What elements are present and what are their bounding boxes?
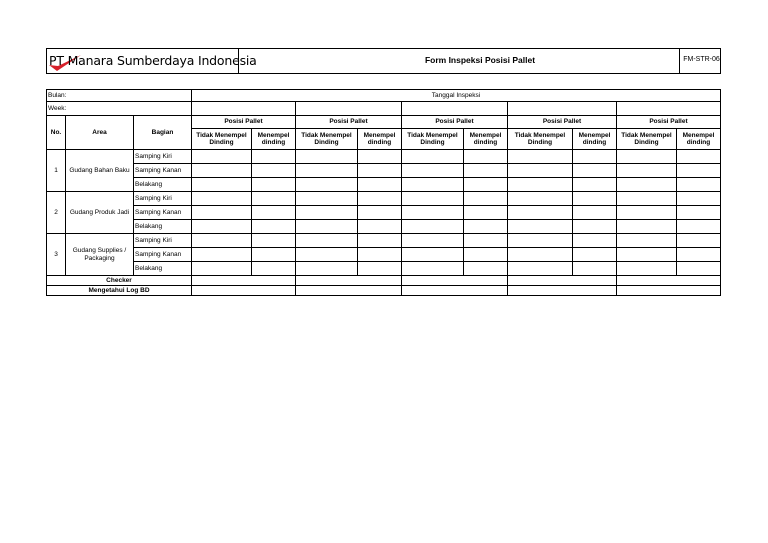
check-cell[interactable] (296, 206, 358, 220)
check-cell[interactable] (358, 192, 402, 206)
check-cell[interactable] (252, 206, 296, 220)
date-input-cell[interactable] (296, 102, 402, 116)
menempel-header: Menempel dinding (573, 129, 617, 150)
check-cell[interactable] (617, 164, 677, 178)
bagian-cell: Samping Kanan (134, 164, 192, 178)
mengetahui-label: Mengetahui Log BD (47, 286, 192, 296)
check-cell[interactable] (464, 206, 508, 220)
table-row (47, 150, 721, 164)
check-cell[interactable] (617, 234, 677, 248)
form-code: FM-STR-06 (683, 56, 720, 63)
check-cell[interactable] (617, 150, 677, 164)
check-cell[interactable] (464, 164, 508, 178)
check-cell[interactable] (508, 248, 573, 262)
posisi-pallet-header: Posisi Pallet (402, 116, 508, 129)
table-row (47, 164, 721, 178)
check-cell[interactable] (508, 262, 573, 276)
bulan-row (47, 90, 721, 102)
menempel-header: Menempel dinding (252, 129, 296, 150)
check-cell[interactable] (677, 164, 721, 178)
check-cell[interactable] (573, 262, 617, 276)
check-cell[interactable] (358, 178, 402, 192)
table-row (47, 262, 721, 276)
check-cell[interactable] (192, 262, 252, 276)
check-cell[interactable] (402, 248, 464, 262)
tidak-menempel-header: Tidak Menempel Dinding (192, 129, 252, 150)
check-cell[interactable] (192, 164, 252, 178)
mengetahui-signature-cell[interactable] (296, 286, 402, 296)
form-header (46, 48, 721, 74)
menempel-header: Menempel dinding (677, 129, 721, 150)
mengetahui-signature-cell[interactable] (508, 286, 617, 296)
check-cell[interactable] (296, 234, 358, 248)
check-cell[interactable] (296, 178, 358, 192)
check-cell[interactable] (252, 178, 296, 192)
check-cell[interactable] (677, 262, 721, 276)
check-cell[interactable] (508, 220, 573, 234)
check-cell[interactable] (573, 220, 617, 234)
bulan-label: Bulan: (47, 90, 192, 102)
check-cell[interactable] (402, 164, 464, 178)
bagian-cell: Samping Kiri (134, 150, 192, 164)
mengetahui-row (47, 286, 721, 296)
check-cell[interactable] (617, 248, 677, 262)
check-cell[interactable] (617, 178, 677, 192)
check-cell[interactable] (677, 150, 721, 164)
mengetahui-signature-cell[interactable] (617, 286, 721, 296)
check-cell[interactable] (464, 262, 508, 276)
posisi-pallet-header: Posisi Pallet (192, 116, 296, 129)
tidak-menempel-header: Tidak Menempel Dinding (402, 129, 464, 150)
area-name: Gudang Bahan Baku (66, 150, 134, 192)
check-cell[interactable] (464, 150, 508, 164)
bagian-cell: Samping Kanan (134, 248, 192, 262)
check-cell[interactable] (358, 164, 402, 178)
check-cell[interactable] (296, 248, 358, 262)
col-no-header: No. (47, 116, 66, 150)
posisi-pallet-header: Posisi Pallet (617, 116, 721, 129)
check-cell[interactable] (192, 192, 252, 206)
check-cell[interactable] (296, 164, 358, 178)
check-cell[interactable] (617, 220, 677, 234)
table-row (47, 192, 721, 206)
checker-signature-cell[interactable] (508, 276, 617, 286)
check-cell[interactable] (402, 262, 464, 276)
date-input-cell[interactable] (508, 102, 617, 116)
inspection-table (46, 89, 721, 296)
bagian-cell: Samping Kanan (134, 206, 192, 220)
check-cell[interactable] (296, 150, 358, 164)
mengetahui-signature-cell[interactable] (402, 286, 508, 296)
bagian-cell: Samping Kiri (134, 192, 192, 206)
table-row (47, 178, 721, 192)
check-cell[interactable] (192, 248, 252, 262)
checker-row (47, 276, 721, 286)
check-cell[interactable] (508, 178, 573, 192)
check-cell[interactable] (252, 248, 296, 262)
check-cell[interactable] (252, 220, 296, 234)
check-cell[interactable] (358, 234, 402, 248)
check-cell[interactable] (358, 220, 402, 234)
area-name: Gudang Produk Jadi (66, 192, 134, 234)
check-cell[interactable] (573, 234, 617, 248)
posisi-pallet-header: Posisi Pallet (296, 116, 402, 129)
table-row (47, 248, 721, 262)
check-cell[interactable] (677, 220, 721, 234)
check-cell[interactable] (358, 248, 402, 262)
check-cell[interactable] (464, 178, 508, 192)
table-row (47, 220, 721, 234)
checker-signature-cell[interactable] (617, 276, 721, 286)
tidak-menempel-header: Tidak Menempel Dinding (508, 129, 573, 150)
posisi-pallet-header: Posisi Pallet (508, 116, 617, 129)
table-row (47, 206, 721, 220)
check-cell[interactable] (402, 206, 464, 220)
check-cell[interactable] (358, 206, 402, 220)
checker-signature-cell[interactable] (402, 276, 508, 286)
check-cell[interactable] (252, 150, 296, 164)
company-cell (47, 49, 257, 73)
checker-signature-cell[interactable] (192, 276, 296, 286)
area-name: Gudang Supplies / Packaging (66, 234, 134, 276)
check-cell[interactable] (402, 220, 464, 234)
date-input-cell[interactable] (192, 102, 296, 116)
check-cell[interactable] (402, 178, 464, 192)
check-cell[interactable] (617, 206, 677, 220)
check-cell[interactable] (192, 234, 252, 248)
check-cell[interactable] (192, 206, 252, 220)
check-cell[interactable] (464, 192, 508, 206)
check-cell[interactable] (402, 234, 464, 248)
check-cell[interactable] (573, 164, 617, 178)
tanggal-inspeksi-header: Tanggal Inspeksi (192, 90, 721, 102)
check-cell[interactable] (508, 150, 573, 164)
check-cell[interactable] (402, 150, 464, 164)
area-no: 3 (47, 234, 66, 276)
check-cell[interactable] (358, 150, 402, 164)
col-bagian-header: Bagian (134, 116, 192, 150)
check-cell[interactable] (296, 192, 358, 206)
area-no: 2 (47, 192, 66, 234)
check-cell[interactable] (464, 220, 508, 234)
week-row (47, 102, 721, 116)
check-cell[interactable] (252, 164, 296, 178)
form-title: Form Inspeksi Posisi Pallet (424, 55, 536, 65)
check-cell[interactable] (677, 192, 721, 206)
check-cell[interactable] (192, 178, 252, 192)
col-area-header: Area (66, 116, 134, 150)
company-rest: Manara Sumberdaya Indonesia (67, 53, 257, 68)
check-cell[interactable] (573, 248, 617, 262)
bagian-cell: Belakang (134, 178, 192, 192)
column-header-row (47, 116, 721, 129)
menempel-header: Menempel dinding (464, 129, 508, 150)
check-cell[interactable] (464, 234, 508, 248)
check-cell[interactable] (677, 178, 721, 192)
check-cell[interactable] (402, 192, 464, 206)
bagian-cell: Belakang (134, 262, 192, 276)
check-cell[interactable] (358, 262, 402, 276)
form-code-cell (679, 49, 723, 73)
check-cell[interactable] (296, 220, 358, 234)
check-cell[interactable] (573, 192, 617, 206)
week-label: Week: (47, 102, 192, 116)
bagian-cell: Belakang (134, 220, 192, 234)
check-cell[interactable] (252, 262, 296, 276)
company-prefix: PT (49, 53, 64, 68)
company-name (49, 53, 257, 68)
table-row (47, 234, 721, 248)
check-cell[interactable] (508, 234, 573, 248)
check-cell[interactable] (192, 150, 252, 164)
area-no: 1 (47, 150, 66, 192)
check-cell[interactable] (464, 248, 508, 262)
check-cell[interactable] (677, 206, 721, 220)
check-cell[interactable] (508, 206, 573, 220)
bagian-cell: Samping Kiri (134, 234, 192, 248)
menempel-header: Menempel dinding (358, 129, 402, 150)
check-cell[interactable] (508, 164, 573, 178)
check-cell[interactable] (508, 192, 573, 206)
form-title-cell (238, 49, 722, 73)
checker-label: Checker (47, 276, 192, 286)
check-cell[interactable] (192, 220, 252, 234)
check-cell[interactable] (617, 192, 677, 206)
checker-signature-cell[interactable] (296, 276, 402, 286)
check-cell[interactable] (677, 248, 721, 262)
mengetahui-signature-cell[interactable] (192, 286, 296, 296)
check-cell[interactable] (573, 178, 617, 192)
check-cell[interactable] (252, 192, 296, 206)
check-cell[interactable] (296, 262, 358, 276)
tidak-menempel-header: Tidak Menempel Dinding (617, 129, 677, 150)
date-input-cell[interactable] (402, 102, 508, 116)
check-cell[interactable] (252, 234, 296, 248)
check-cell[interactable] (677, 234, 721, 248)
tidak-menempel-header: Tidak Menempel Dinding (296, 129, 358, 150)
date-input-cell[interactable] (617, 102, 721, 116)
check-cell[interactable] (617, 262, 677, 276)
check-cell[interactable] (573, 206, 617, 220)
check-cell[interactable] (573, 150, 617, 164)
